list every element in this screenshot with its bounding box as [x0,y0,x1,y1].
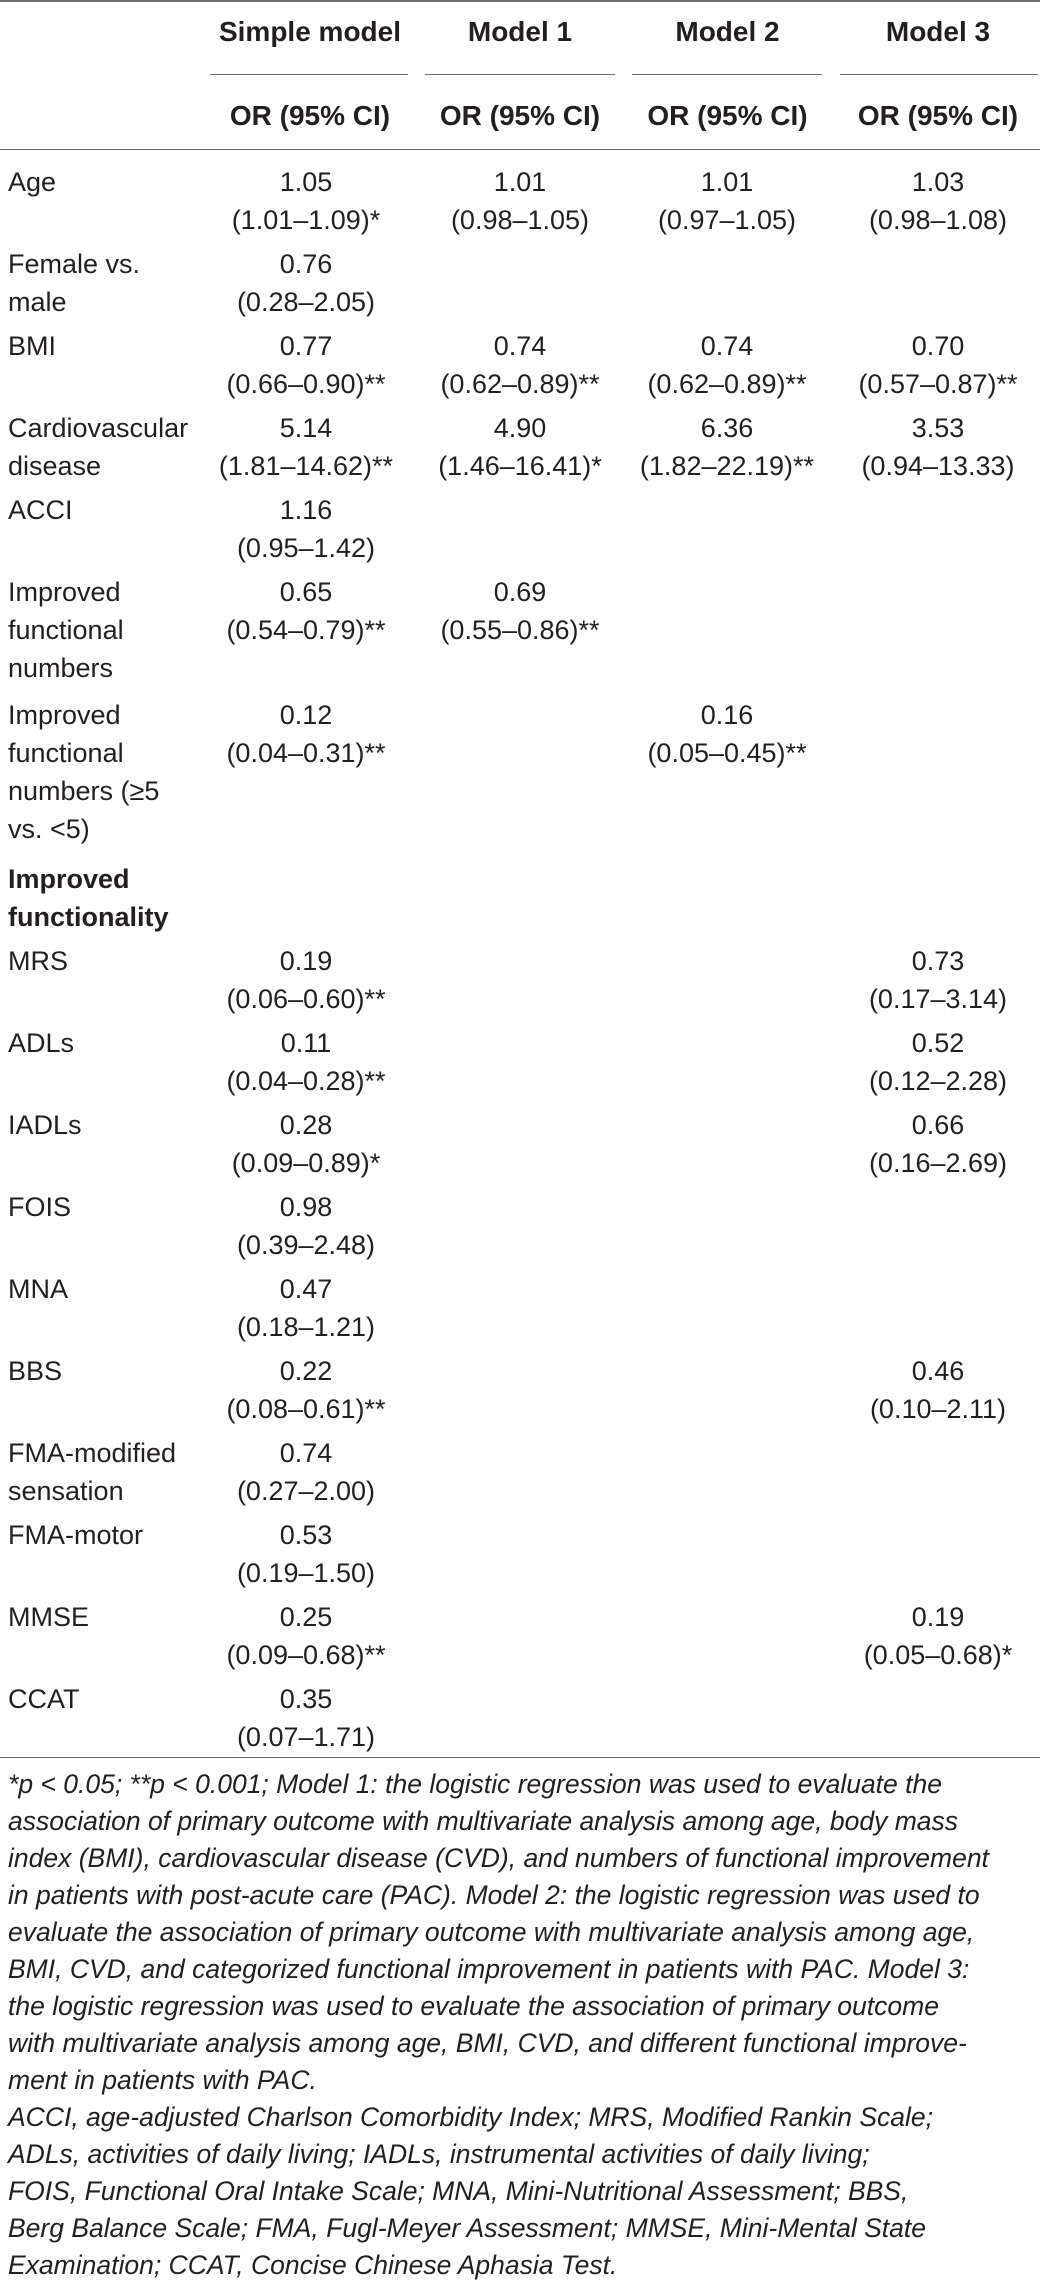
odds-ratio-value: 0.25 [279,1602,333,1632]
table-bottom-rule [0,1757,1040,1758]
or-ci-cell [201,1598,411,1674]
or-ci-cell [201,573,411,649]
row-label-line: sensation [8,1476,124,1506]
confidence-interval-value: (1.46–16.41)* [438,451,602,481]
row-label [8,1352,62,1390]
footnote-line: ADLs, activities of daily living; IADLs, instrumental activities of daily living; [8,2139,870,2169]
or-ci-cell [415,409,625,485]
row-label-line: disease [8,451,102,481]
row-label [8,696,159,848]
odds-ratio-value: 1.01 [700,167,754,197]
or-ci-cell [201,1188,411,1264]
row-label-line: BBS [8,1356,63,1386]
row-label-line: Improved [8,864,130,894]
confidence-interval-value: (1.01–1.09)* [231,205,381,235]
or-ci-cell [201,696,411,772]
row-label-line: male [8,287,67,317]
or-ci-cell [201,163,411,239]
confidence-interval-value: (0.10–2.11) [869,1394,1007,1424]
or-ci-cell [833,409,1042,485]
footnote-line: Berg Balance Scale; FMA, Fugl-Meyer Assessment; MMSE, Mini-Mental State [8,2213,926,2243]
row-label [8,1516,143,1554]
row-label [8,860,169,936]
confidence-interval-value: (0.07–1.71) [236,1722,376,1752]
subheader-or-ci: OR (95% CI) [647,100,808,131]
or-ci-cell [201,409,411,485]
odds-ratio-value: 0.98 [279,1192,333,1222]
or-ci-cell [833,1598,1042,1674]
or-ci-cell [833,1106,1042,1182]
or-ci-cell [201,245,411,321]
odds-ratio-value: 0.12 [279,700,333,730]
row-label-line: numbers [8,653,114,683]
footnote-line: FOIS, Functional Oral Intake Scale; MNA, Mini-Nutritional Assessment; BBS, [8,2176,909,2206]
row-label-line: IADLs [8,1110,82,1140]
confidence-interval-value: (0.19–1.50) [236,1558,376,1588]
or-ci-cell [201,1434,411,1510]
odds-ratio-value: 0.74 [279,1438,333,1468]
confidence-interval-value: (0.97–1.05) [657,205,797,235]
odds-ratio-value: 1.05 [279,167,333,197]
confidence-interval-value: (0.55–0.86)** [440,615,600,645]
confidence-interval-value: (1.82–22.19)** [639,451,815,481]
odds-ratio-value: 4.90 [493,413,547,443]
confidence-interval-value: (0.54–0.79)** [226,615,386,645]
row-label [8,1434,176,1510]
row-label-line: functional [8,738,124,768]
or-ci-cell [201,1106,411,1182]
footnote-line: *p < 0.05; **p < 0.001; Model 1: the logistic regression was used to evaluate the [8,1769,942,1799]
row-label [8,1270,68,1308]
confidence-interval-value: (0.04–0.28)** [226,1066,386,1096]
confidence-interval-value: (0.06–0.60)** [226,984,386,1014]
row-label-line: FMA-modified [8,1438,177,1468]
table-footnote [8,1766,1038,2284]
row-label [8,1188,71,1226]
or-ci-cell [201,1352,411,1428]
row-label-line: FOIS [8,1192,72,1222]
row-label-line: numbers (≥5 [8,776,160,806]
confidence-interval-value: (0.12–2.28) [868,1066,1008,1096]
row-label-line: Age [8,167,57,197]
row-label-line: Improved [8,577,121,607]
confidence-interval-value: (0.98–1.05) [450,205,590,235]
confidence-interval-value: (0.27–2.00) [236,1476,376,1506]
header-underline [210,74,408,75]
row-label [8,1680,80,1718]
odds-ratio-value: 0.19 [911,1602,965,1632]
table-top-rule [0,0,1040,2]
odds-ratio-value: 1.01 [493,167,547,197]
row-label-line: Improved [8,700,121,730]
or-ci-cell [833,327,1042,403]
confidence-interval-value: (0.09–0.68)** [226,1640,386,1670]
header-bottom-rule [0,149,1040,150]
row-label-line: CCAT [8,1684,80,1714]
odds-ratio-value: 0.74 [700,331,754,361]
row-label [8,409,188,485]
subheader-or-ci: OR (95% CI) [229,100,391,131]
odds-ratio-value: 0.70 [911,331,965,361]
or-ci-cell [201,327,411,403]
footnote-line: association of primary outcome with multivariate analysis among age, body mass [8,1806,959,1836]
row-label-line: ADLs [8,1028,75,1058]
odds-ratio-value: 0.77 [279,331,333,361]
header-underline [840,74,1038,75]
row-label [8,1106,82,1144]
confidence-interval-value: (0.18–1.21) [236,1312,376,1342]
row-label-line: BMI [8,331,57,361]
column-header-simple-model: Simple model [218,16,402,47]
footnote-line: BMI, CVD, and categorized functional improvement in patients with PAC. Model 3: [8,1954,970,1984]
or-ci-cell [833,1024,1042,1100]
confidence-interval-value: (0.62–0.89)** [647,369,807,399]
odds-ratio-value: 0.19 [279,946,333,976]
odds-ratio-value: 1.03 [911,167,965,197]
footnote-line: evaluate the association of primary outcome with multivariate analysis among age, [8,1917,975,1947]
odds-ratio-value: 0.76 [279,249,333,279]
row-label-line: functionality [8,902,169,932]
odds-ratio-value: 6.36 [700,413,754,443]
or-ci-cell [622,696,832,772]
confidence-interval-value: (0.66–0.90)** [226,369,386,399]
or-ci-cell [201,1516,411,1592]
row-label [8,163,56,201]
or-ci-cell [201,942,411,1018]
row-label [8,1024,74,1062]
row-label-line: functional [8,615,124,645]
row-label-line: Cardiovascular [8,413,189,443]
or-ci-cell [415,573,625,649]
footnote-line: index (BMI), cardiovascular disease (CVD), and numbers of functional improvement [8,1843,989,1873]
column-header-model-2: Model 2 [675,16,780,47]
row-label-line: MNA [8,1274,68,1304]
or-ci-cell [833,1352,1042,1428]
or-ci-cell [201,1270,411,1346]
confidence-interval-value: (0.09–0.89)* [231,1148,381,1178]
footnote-line: ment in patients with PAC. [8,2065,317,2095]
header-underline [632,74,822,75]
or-ci-cell [833,942,1042,1018]
row-label-line: MMSE [8,1602,89,1632]
confidence-interval-value: (0.98–1.08) [868,205,1008,235]
odds-ratio-value: 0.73 [911,946,965,976]
subheader-or-ci: OR (95% CI) [857,100,1019,131]
row-label-line: FMA-motor [8,1520,143,1550]
confidence-interval-value: (1.81–14.62)** [218,451,394,481]
odds-ratio-value: 0.69 [493,577,547,607]
confidence-interval-value: (0.05–0.45)** [647,738,807,768]
or-ci-cell [201,1680,411,1756]
row-label [8,1598,89,1636]
footnote-line: in patients with post-acute care (PAC). Model 2: the logistic regression was used to [8,1880,980,1910]
or-ci-cell [622,327,832,403]
or-ci-cell [622,409,832,485]
odds-ratio-value: 0.47 [279,1274,333,1304]
footnote-line: the logistic regression was used to evaluate the association of primary outcome [8,1991,939,2021]
odds-ratio-value: 0.28 [279,1110,333,1140]
odds-ratio-value: 0.35 [279,1684,333,1714]
or-ci-cell [415,163,625,239]
column-header-model-3: Model 3 [885,16,991,47]
confidence-interval-value: (0.04–0.31)** [226,738,386,768]
or-ci-cell [833,163,1042,239]
confidence-interval-value: (0.17–3.14) [868,984,1008,1014]
row-label-line: vs. <5) [8,814,90,844]
confidence-interval-value: (0.94–13.33) [861,451,1015,481]
confidence-interval-value: (0.95–1.42) [236,533,376,563]
row-label [8,327,56,365]
odds-ratio-value: 0.74 [493,331,547,361]
row-label-line: Female vs. [8,249,141,279]
odds-ratio-value: 1.16 [279,495,333,525]
footnote-line: Examination; CCAT, Concise Chinese Aphasia Test. [8,2250,618,2280]
odds-ratio-value: 0.22 [279,1356,333,1386]
confidence-interval-value: (0.57–0.87)** [858,369,1018,399]
odds-ratio-value: 0.11 [280,1028,332,1058]
or-ci-cell [415,327,625,403]
subheader-or-ci: OR (95% CI) [439,100,601,131]
odds-ratio-value: 5.14 [279,413,333,443]
odds-ratio-value: 0.46 [911,1356,965,1386]
odds-ratio-value: 3.53 [911,413,965,443]
confidence-interval-value: (0.39–2.48) [236,1230,376,1260]
or-ci-cell [201,491,411,567]
row-label [8,573,124,687]
confidence-interval-value: (0.08–0.61)** [226,1394,386,1424]
odds-ratio-value: 0.66 [911,1110,965,1140]
header-underline [425,74,615,75]
or-ci-cell [622,163,832,239]
column-header-model-1: Model 1 [467,16,573,47]
odds-ratio-value: 0.52 [911,1028,965,1058]
odds-ratio-value: 0.65 [279,577,333,607]
confidence-interval-value: (0.16–2.69) [868,1148,1008,1178]
footnote-line: ACCI, age-adjusted Charlson Comorbidity Index; MRS, Modified Rankin Scale; [8,2102,933,2132]
or-ci-cell [201,1024,411,1100]
odds-ratio-value: 0.53 [279,1520,333,1550]
row-label-line: ACCI [8,495,73,525]
confidence-interval-value: (0.28–2.05) [236,287,376,317]
row-label [8,942,68,980]
footnote-line: with multivariate analysis among age, BMI, CVD, and different functional improve- [8,2028,967,2058]
row-label [8,491,73,529]
row-label-line: MRS [8,946,68,976]
confidence-interval-value: (0.62–0.89)** [440,369,600,399]
row-label [8,245,140,321]
confidence-interval-value: (0.05–0.68)* [863,1640,1013,1670]
odds-ratio-value: 0.16 [700,700,754,730]
